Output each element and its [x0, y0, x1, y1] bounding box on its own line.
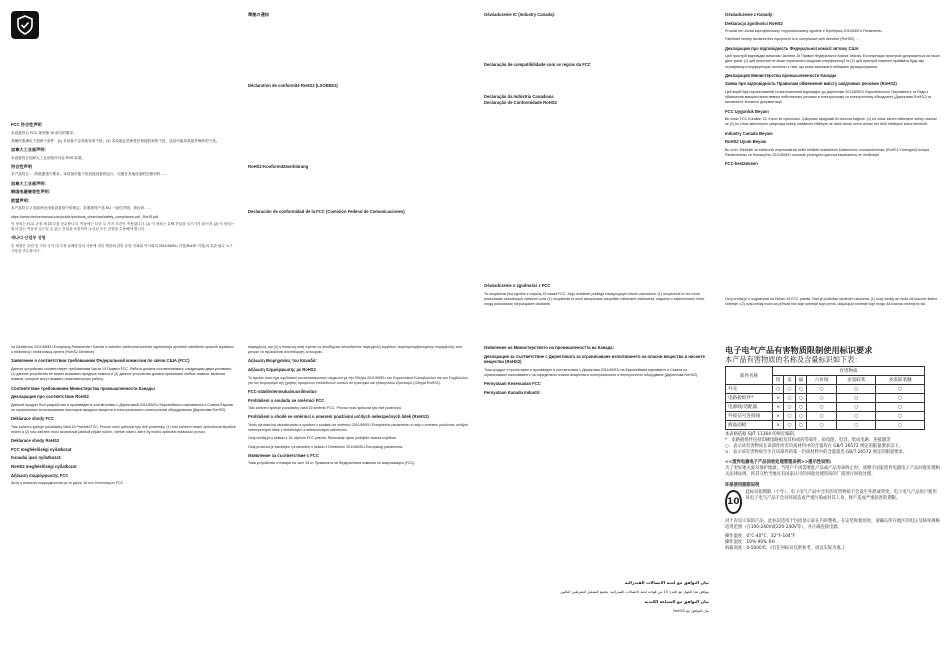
serbian-fcc-body: Ovoj uređaj je u suglasnosti sa Delom 15 FCC pravila. Rad je podložan sledećim uslovima: (1) ovaj uređaj ne može da izazove štetne smetnje i (2) ovaj uređaj mora da prihvati bilo koje smetnje koje prima, uključujući smetnje koje mogu da izazovu neželjeni rad.: [725, 297, 938, 307]
compliance-paragraph: Kanadai ipari nyilatkozat:: [11, 455, 62, 461]
cn-subtitle: 本产品有害物质的名称及含量标识如下表：: [725, 355, 862, 364]
compliance-paragraph: FCC-kestämisen: [725, 161, 758, 167]
section-heading: 準拠の通知: [248, 12, 269, 17]
cn-extra-note: 对于有显示屏的产品，此标识适用于包括显示屏在内的整机。在安装和使用时，请确认所在地区的电压及频率规格适用范围（在100-240V或220-240V等），并正确连接电源。: [725, 519, 940, 530]
table-cell-mark: ○: [784, 412, 795, 421]
compliance-paragraph: Δήλωση Βιομηχανίας του Καναδά:: [248, 358, 317, 364]
table-cell-mark: ○: [795, 403, 806, 412]
table-cell-mark: ○: [807, 385, 837, 394]
compliance-paragraph: 符合性声明: [11, 163, 32, 169]
compliance-paragraph: Fabrikant hereby declares this equipment is in compliance with directive (RoHS2), …: [725, 37, 860, 42]
compliance-paragraph: Декларация про соответствие RoHS2: [11, 394, 89, 400]
section-heading-block: [484, 100, 709, 109]
section-heading-block: [484, 62, 709, 71]
compliance-paragraph: Изявление за съответствие с FCC: [248, 452, 319, 458]
spec-altitude: 海拔高度：0-5000米，(有任何标识仅供参考，请以实际为准。): [725, 546, 845, 551]
arabic-paragraph: بيان التوافق مع لجنة الاتصالات الفيدرالية: [624, 580, 709, 586]
compliance-paragraph: na Direktivom 2011/65/EU Evropskog Parlamenta i Saveta o važećim zahtevima kontrole ograničenja upotrebe određenih opasnih supstanci u električnoj i elektronskoj opremi (RoHS2 Direktive).: [11, 345, 234, 355]
compliance-paragraph: Produkt ten został zaprojektowany i wyprodukowany zgodnie z Dyrektywą 2011/65/EU Parlamentu.: [725, 29, 883, 34]
polish-fcc-block: [484, 283, 709, 310]
korean-paragraph: 캐나다 산업부 성명: [11, 235, 46, 241]
compliance-paragraph: Декларация Министерства промышленности Канады: [725, 72, 837, 78]
compliance-paragraph: Bu cihaz FCC Kuralları 15. Kısmı ile uyumludur. Çalışması aşağıdaki iki duruma bağlıdır: (1) bu cihaz zararlı etkileşime sebep olamaz ve (2) bu cihaz istenmeyen çalışmaya sebep olabilecek etkileşim de dahil olmak üzere alınan her türlü etkileşimi kabul etmelidir.: [725, 117, 937, 127]
compliance-paragraph: Δήλωση συμμόρφωσης FCC: [11, 472, 69, 478]
compliance-paragraph: RoHS2 Uyum Beyanı: [725, 139, 767, 145]
bottom-col-3: [484, 345, 709, 398]
table-header-group: 有害物质: [773, 367, 925, 376]
table-row: [726, 403, 925, 412]
compliance-paragraph: Цей виріб був спроектований та виготовлений відповідно до Директиви 2011/65/EU Європейського Парламенту та Ради з обмеження використання певних небезпечних речовин в електричному та електронному обладнанні (Директива RoHS2) та визначеної технічної документації.: [725, 89, 932, 105]
compliance-paragraph: Цей пристрій відповідає вимогам Частини 15 Правил Федеральної Комісії Зв'язку. Експлуатація пристрою допускається за таких двох умов: (1) цей пристрій не може спричиняти шкідливі інтерференції та (2) цей пристрій повинен приймати будь-яку отримувану інтерференцію, включно з тією, що може викликати небажане функціонування.: [725, 54, 940, 69]
compliance-paragraph: παρεμβολή, και (2) η συσκευή αυτή πρέπει να αποδέχεται οποιαδήποτε παρεμβολή λαμβάνει, συμπεριλαμβανομένης παρεμβολής που μπορεί να προκαλέσει ανεπιθύμητη λειτουργία.: [248, 345, 463, 355]
table-row: [726, 385, 925, 394]
eco-period-icon: 10: [725, 490, 742, 514]
arabic-paragraph: بيان التوافق مع RoHS2: [673, 608, 709, 613]
compliance-paragraph: 欧盟声明：: [11, 197, 32, 203]
compliance-paragraph: 加拿大工业部声明：: [11, 147, 49, 152]
compliance-paragraph: 本产品符合 … 的欧盟指令要求。本设备可能干扰其他设备的运行，以便在其他设备附近使用时……: [11, 172, 168, 177]
cn-note: ○：表示该有害物质在该部件所有均质材料中的含量均在 GB/T 26572 规定的限量要求以下。: [725, 444, 903, 449]
eco-period-row: [725, 490, 940, 514]
compliance-paragraph: Prohlášení o souladu se směrnicí FCC: [248, 397, 325, 403]
section-heading-block: [248, 209, 473, 218]
table-cell-mark: ×: [773, 412, 784, 421]
compliance-paragraph: Този продукт е проектиран и произведен в съответствие с Директива 2011/65/EU на Европейския парламент и Съвета по ограничаване използването на определени опасни вещества в електрическото и електронното оборудване (Директива RoHS2).: [484, 367, 699, 377]
spec-humidity: 操作湿度：10%-90% RH: [725, 540, 775, 545]
compliance-paragraph: FCC Uygunluk Beyanı: [725, 108, 769, 114]
compliance-paragraph: Изявление на Министерството на промишлеността на Канада:: [484, 345, 614, 350]
brand-logo-icon: [11, 11, 39, 39]
section-heading-block: [484, 12, 709, 21]
section-heading: RoHS2-Konformitätserklärung: [248, 164, 309, 169]
compliance-paragraph: 本产品符合 2 类欧洲无线电设备指令的规定。若要获得产品 EU 一致性声明，请访问……: [11, 206, 152, 211]
compliance-paragraph: Соответствие требованиям Министерства промышленности Канады: [11, 385, 155, 391]
compliance-paragraph: 韩国电磁兼容性声明：: [11, 189, 53, 195]
cn-note: 本表格依据 SJ/T 11364 的规定编制。: [725, 432, 799, 437]
compliance-paragraph: Pernyataan Kanada Industri:: [484, 389, 541, 395]
table-cell-part: 外壳: [726, 385, 773, 394]
compliance-paragraph: Декларация за съответствие с Директивата за ограничаване използването на опасни вещества в ниските вещества (RoHS2): [484, 353, 705, 365]
table-header-substance: 六价铬: [807, 376, 837, 385]
arabic-paragraph: يتوافق هذا الجهاز مع الجزء 15 من قواعد لجنة الاتصالات الفيدرالية. يخضع التشغيل للشرطين التاليين: [560, 589, 709, 594]
recycle-title: <<废弃电器电子产品回收处理管理条例>>提示性说明:: [725, 460, 832, 465]
spec-temp: 操作温度：0°C-40°C，32°F-104°F: [725, 534, 796, 539]
table-row: [726, 412, 925, 421]
compliance-paragraph: https://www.devicemanual.com/public/products_download/safety_compliance.pdf _RoHS.pdf: [11, 214, 159, 219]
table-header-substance: 多溴联苯: [837, 376, 876, 385]
table-cell-mark: ×: [773, 394, 784, 403]
compliance-col-chinese: [11, 122, 236, 223]
table-cell-mark: ○: [876, 394, 925, 403]
table-cell-mark: ○: [784, 394, 795, 403]
cn-note: ×：表示该有害物质至少在该部件的某一均质材料中的含量超出 GB/T 26572 规定的限量要求。: [725, 450, 908, 455]
compliance-paragraph: Δήλωση Συμμόρφωσης με RoHS2: [248, 367, 316, 372]
compliance-paragraph: FCC megfelelőségi nyilatkozat: [11, 446, 72, 452]
compliance-paragraph: Prohlášení o shodě se směrnicí o omezení používání určitých nebezpečných látek (RoHS2): [248, 414, 429, 420]
compliance-paragraph: Заява про відповідність Правилам обмеження вмісту шкідливих речовин (RoHS2): [725, 81, 897, 87]
compliance-paragraph: Oświadczenie z Kanady:: [725, 12, 774, 17]
cn-note: *：电路板组件包括印刷电路板及其构成的零部件，如电阻、电容、集成电路、连接器等: [725, 438, 891, 443]
bottom-col-2: [248, 345, 473, 470]
compliance-paragraph: 本设备符合 FCC 规则第 15 部分的要求。: [11, 130, 77, 135]
compliance-paragraph: Данное устройство соответствует требованиям Части 15 Правил FCC. Работа должна соответствовать следующим двум условиям: (1) данное устройство не может вызывать вредные помехи и (2) данное устройство должно принимать любые помехи, включая помехи, которые могут вызвать нежелательную работу.: [11, 367, 232, 382]
table-cell-mark: ○: [837, 394, 876, 403]
section-heading-block: [248, 164, 473, 173]
table-cell-mark: ○: [773, 385, 784, 394]
compliance-paragraph: Ovaj uređaj je u skladu s 15. dijelom FCC pravila. Rukovanje njime podliježe dvama uvjetima.: [248, 436, 397, 441]
shield-check-icon: [11, 11, 39, 39]
table-cell-mark: ○: [876, 412, 925, 421]
compliance-paragraph: Industry Canada Beyanı: [725, 130, 773, 136]
table-cell-part: 液晶面板: [726, 421, 773, 430]
section-heading: Declaração da Indústria Canadiana: [484, 94, 554, 99]
section-heading: Déclaration de conformité RoHS2 (LSOEEE2): [248, 83, 338, 88]
table-cell-mark: ×: [773, 403, 784, 412]
table-cell-mark: ○: [807, 394, 837, 403]
section-heading-block: [248, 12, 473, 21]
table-cell-mark: ○: [807, 421, 837, 430]
compliance-paragraph: Bu ürün, Elektrikli ve elektronik ekipmanlarda belirli tehlikeli maddelerin kullanımının sınırlandırılması (RoHS2 Yönergesi) Avrupa Parlamentosu ve Konseyi'nin 2011/65/EU numaralı yönergesi uyarınca tasarlanmış ve üretilmiştir.: [725, 147, 930, 157]
compliance-col-4: [725, 12, 940, 170]
table-cell-mark: ○: [795, 412, 806, 421]
compliance-paragraph: Το προϊόν αυτό έχει σχεδιαστεί και κατασκευαστεί σύμφωνα με την Οδηγία 2011/65/EU του Ευρωπαϊκού Κοινοβουλίου και του Συμβουλίου για τον περιορισμό της χρήσης ορισμένων επικίνδυνων ουσιών σε ηλεκτρικό και ηλεκτρονικό εξοπλισμό (Οδηγία RoHS2).: [248, 375, 468, 385]
compliance-paragraph: Tento výrobek byl zkonstruován a vyroben v souladu se směrnicí 2011/65/EU Evropského parlamentu a rady o omezení používání určitých nebezpečných látek v elektrických a elektronických zařízeních.: [248, 422, 469, 433]
compliance-paragraph: Ovaj proizvod je zamišljen i proizveden u skladu s Direktivom 2011/65/EU Europskog parlamenta.: [248, 444, 404, 449]
section-heading: Declaração de Conformidade RoHS2: [484, 100, 557, 105]
eco-title: 环保使用期限说明: [725, 483, 760, 488]
table-cell-part: 外接信号连接线: [726, 412, 773, 421]
compliance-paragraph: Deklarace shody FCC: [11, 416, 55, 422]
table-cell-mark: ○: [807, 403, 837, 412]
arabic-compliance-block: [484, 576, 709, 618]
table-cell-mark: ○: [784, 403, 795, 412]
eco-body: 此标识指期限（十年），电子电气产品中含有的有害物质不会发生外泄或突变，电子电气产品用户使用该电子电气产品不会对环境造成严重污染或对其人身、财产造成严重损害的期限。: [745, 490, 937, 501]
cn-notes: [725, 432, 940, 456]
compliance-paragraph: 其操作需满足下面两个条件：(1) 本设备不会导致有害干扰；(2) 本设备必须承受任何接收到的干扰，包括可能导致意外操作的干扰。: [11, 138, 220, 143]
section-heading-block: [248, 83, 473, 92]
compliance-col-korean: [11, 222, 236, 257]
china-rohs-section: [725, 345, 940, 552]
table-cell-mark: ○: [876, 385, 925, 394]
compliance-paragraph: FCC-säädöstenmukaisuusilmoitus: [248, 389, 317, 394]
hazardous-substance-table: [725, 366, 925, 430]
table-row: [726, 394, 925, 403]
compliance-paragraph: Tato zařízení splňuje požadavky části 15 směrnic FCC. Provoz musí splňovat tyto dvě podmínky.: [248, 406, 402, 411]
compliance-paragraph: Deklaracja zgodności RoHS2: [725, 20, 783, 26]
table-cell-mark: ○: [876, 403, 925, 412]
table-header-substance: 铅: [773, 376, 784, 385]
polish-fcc-title: Oświadczenie o zgodności z FCC: [484, 283, 551, 288]
table-cell-mark: ○: [795, 385, 806, 394]
korean-paragraph: 이 장치는 FCC 규정 제 15 부를 준수합니다. 작동에는 다음 두 가지 조건이 적용됩니다. (1) 이 장치는 유해 간섭을 일으키지 않으며, (2) 이 장치는 원치 않는 작동을 일으킬 수 있는 간섭을 포함하여 수신된 모든 간섭을 수용해야 합니다.: [11, 222, 235, 232]
table-cell-mark: ○: [837, 421, 876, 430]
table-cell-mark: ○: [837, 385, 876, 394]
bottom-col-1: [11, 345, 236, 489]
table-cell-mark: ○: [876, 421, 925, 430]
table-cell-part: 电路板组件*: [726, 394, 773, 403]
table-header-substance: 多溴联苯醚: [876, 376, 925, 385]
table-cell-mark: ○: [795, 394, 806, 403]
compliance-paragraph: Toto zařízení splňuje požadavky části 15 Pravidel FCC. Provoz musí splňovat tyto dvě podmínky: (1) toto zařízení nesmí způsobovat škodlivé rušení a (2) toto zařízení musí akceptovat jakékoli přijaté rušení, včetně rušení, které by mohlo způsobit nežádoucí provoz.: [11, 424, 236, 434]
compliance-paragraph: 加拿大工业部声明：: [11, 180, 49, 186]
compliance-paragraph: Декларация про відповідність Федеральної комісії зв'язку США: [725, 45, 859, 51]
polish-fcc-body: To urządzenie jest zgodne z częścią 15 zasad FCC. Jego działanie podlega następującym dwóm warunkom: (1) urządzenie to nie może powodować szkodliwych zakłóceń oraz (2) urządzenie to musi akceptować wszystkie odbierane zakłócenia, włącznie z zakłóceniami, które mogą powodować niepożądane działanie.: [484, 291, 705, 306]
table-header-substance: 汞: [784, 376, 795, 385]
section-heading: Oświadczenie IC (Industry Canada):: [484, 12, 556, 17]
cn-title: 电子电气产品有害物质限制使用标识要求: [725, 345, 873, 355]
table-cell-mark: ○: [837, 412, 876, 421]
table-cell-mark: ○: [795, 421, 806, 430]
section-heading: Declaración de conformidad de la FCC (Comisión Federal de Comunicaciones): [248, 209, 405, 214]
serbian-fcc-block: [725, 297, 940, 310]
table-cell-mark: ○: [807, 412, 837, 421]
table-row: [726, 421, 925, 430]
compliance-paragraph: Това устройство отговаря на част 15 от Правилата на Федералната комисия по комуникации (FCC).: [248, 461, 416, 466]
compliance-paragraph: Αυτή η συσκευή συμμορφώνεται με το μέρος 15 των Κανονισμών FCC.: [11, 481, 125, 486]
recycle-body: 为了更好地关爱及保护地球，当用户不再需要此产品或产品寿命终止时，请遵守国家废弃电器电子产品回收处理相关法律法规，将其交给当地具有国家认可的回收处理资质的厂商进行回收处理。: [725, 466, 940, 477]
arabic-paragraph: بيان التوافق مع الصناعة الكندية: [644, 599, 709, 605]
compliance-paragraph: Deklarace shody RoHS2: [11, 438, 60, 444]
table-cell-part: 电源线/适配器: [726, 403, 773, 412]
table-header-substance: 镉: [795, 376, 806, 385]
section-heading: Declaração de compatibilidade com as regras da FCC: [484, 62, 591, 67]
korean-paragraph: 본 제품은 유럽 및 기타 국가 내 특정 유해물질의 사용에 대한 제한에 관한 유럽 의회와 이사회의 2011/65/EU 지침(RoHS 지침)의 유관 필수 요구 사항을 준수합니다.: [11, 244, 233, 254]
table-cell-mark: ○: [784, 385, 795, 394]
compliance-paragraph: FCC 符合性声明: [11, 122, 42, 127]
table-cell-mark: ○: [784, 421, 795, 430]
compliance-paragraph: Заявление о соответствии требованиям Федеральной комиссии по связи США (FCC): [11, 358, 190, 364]
compliance-paragraph: RoHS2 megfelelőségi nyilatkozat: [11, 463, 77, 469]
compliance-paragraph: Данный продукт был разработан и произведен в соответствии с Директивой 2011/65/EU Европейского парламента и Совета Европы по ограничению использования некоторых вредных веществ в электрическом и электронном оборудовании (Директива RoHS2).: [11, 402, 234, 412]
table-header-part: 部件名称: [726, 367, 773, 385]
compliance-paragraph: 本设备符合加拿大工业部免许可证 RSS 标准。: [11, 155, 86, 160]
table-cell-mark: ×: [773, 421, 784, 430]
compliance-paragraph: Pernyataan Kesesuaian FCC: [484, 381, 541, 387]
table-cell-mark: ○: [837, 403, 876, 412]
